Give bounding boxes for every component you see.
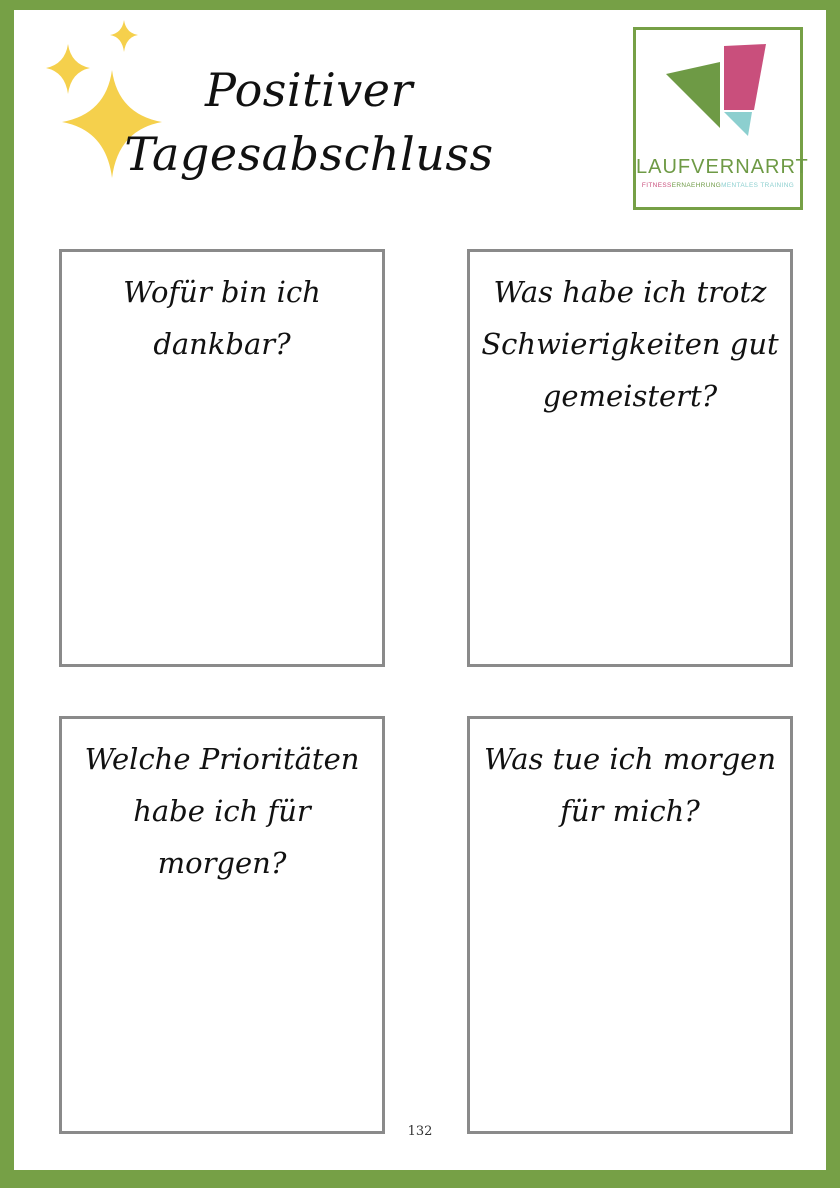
reflection-box-mastered[interactable]: [467, 249, 793, 667]
reflection-box-gratitude[interactable]: [59, 249, 385, 667]
box-question: Wofür bin ich dankbar?: [123, 275, 321, 361]
medium-sparkle: [46, 44, 90, 94]
logo-green-triangle: [666, 62, 720, 128]
box-question: Was habe ich trotz Schwierigkeiten gut gemeistert?: [481, 275, 779, 413]
page-title: [114, 58, 504, 186]
reflection-box-priorities[interactable]: [59, 716, 385, 1134]
page-number: 132: [407, 1124, 433, 1139]
laufvernarrt-logo: [633, 27, 809, 210]
logo-tagline-fitness: FITNESS: [641, 182, 672, 189]
logo-wordmark: LAUFVERNARRT: [636, 156, 809, 178]
logo-tagline-mental: MENTALES TRAINING: [721, 182, 795, 189]
box-question: Was tue ich morgen für mich?: [483, 742, 777, 828]
title-line-1: Positiver: [205, 63, 413, 117]
logo-teal-shape: [724, 112, 752, 136]
box-question: Welche Prioritäten habe ich für morgen?: [84, 742, 360, 880]
small-sparkle: [110, 20, 138, 52]
worksheet-page: [14, 10, 826, 1170]
logo-tagline-ernaehrung: ERNAEHRUNG: [671, 182, 722, 189]
logo-tagline: [636, 182, 800, 189]
logo-triangles-icon: [666, 44, 770, 148]
title-line-2: Tagesabschluss: [124, 127, 494, 181]
logo-pink-shape: [724, 44, 766, 110]
reflection-box-self-care[interactable]: [467, 716, 793, 1134]
